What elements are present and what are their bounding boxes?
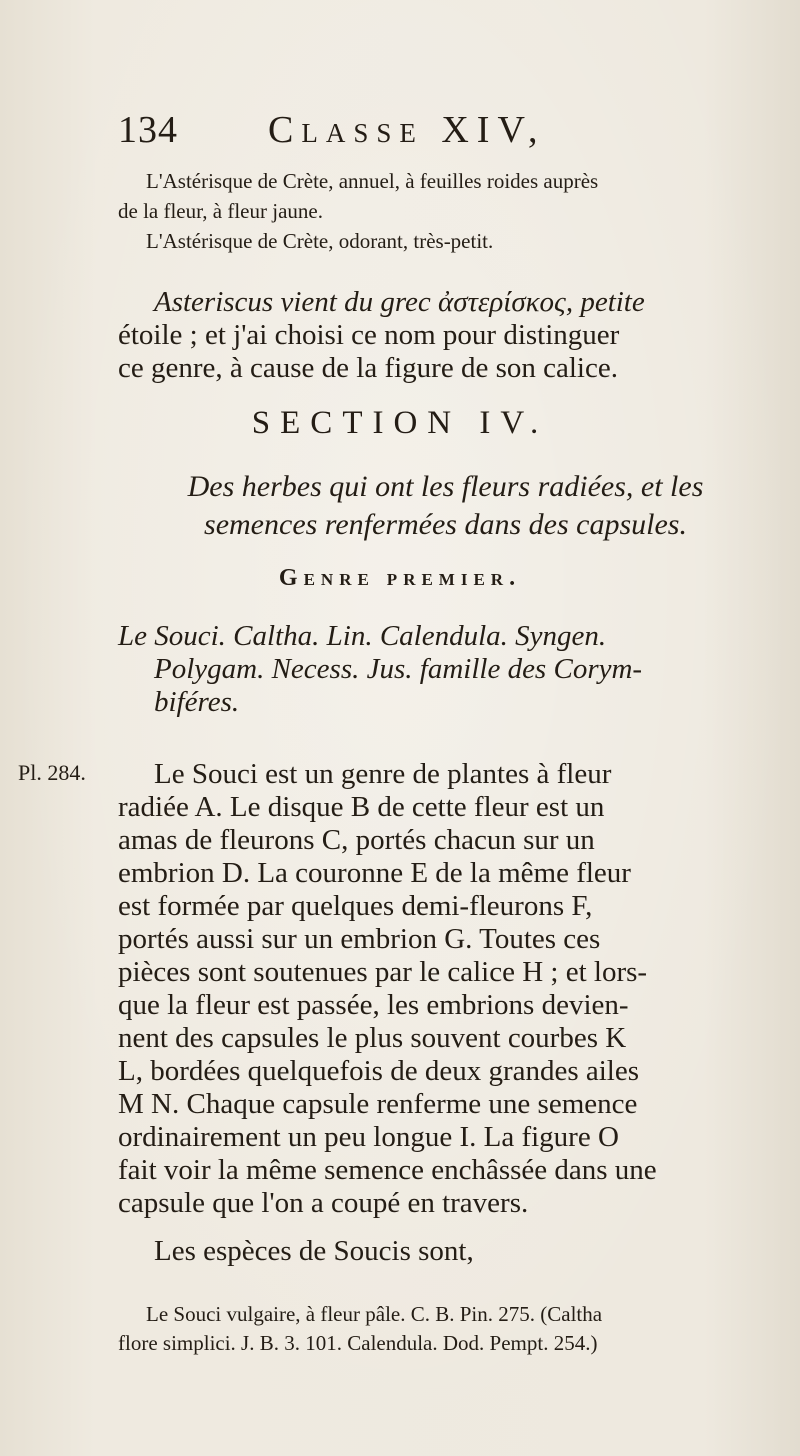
- section-description-line: semences renfermées dans des capsules.: [204, 508, 687, 541]
- section-description-line: Des herbes qui ont les fleurs radiées, et les: [187, 470, 704, 503]
- genus-heading-text: biféres.: [154, 686, 240, 718]
- genus-heading-text: Le Souci. Caltha. Lin. Calendula. Syngen.: [118, 620, 607, 652]
- species-intro: Les espèces de Soucis sont,: [154, 1235, 474, 1267]
- page-header: [118, 108, 638, 158]
- top-note-line: de la fleur, à fleur jaune.: [118, 199, 323, 223]
- description-line: amas de fleurons C, portés chacun sur un: [118, 824, 595, 856]
- species-intro-block: [118, 1235, 773, 1268]
- top-notes: [118, 166, 773, 256]
- etymology-paragraph: [118, 286, 773, 385]
- description-line: pièces sont soutenues par le calice H ; et lors-: [118, 956, 648, 988]
- description-line: fait voir la même semence enchâssée dans une: [118, 1154, 657, 1186]
- description-paragraph: [118, 758, 773, 1220]
- species-line: Le Souci vulgaire, à fleur pâle. C. B. Pin. 275. (Caltha: [146, 1302, 603, 1326]
- etymology-line: [118, 286, 773, 319]
- genus-heading-line: [118, 686, 773, 719]
- genus-heading-text: Polygam. Necess. Jus. famille des Corym-: [154, 653, 643, 685]
- genus-heading-line: [118, 620, 773, 653]
- description-line: embrion D. La couronne E de la même fleur: [118, 857, 631, 889]
- description-line: est formée par quelques demi-fleurons F,: [118, 890, 593, 922]
- description-line: L, bordées quelquefois de deux grandes ailes: [118, 1055, 640, 1087]
- running-head: Classe XIV,: [268, 109, 546, 151]
- description-line: nent des capsules le plus souvent courbes K: [118, 1022, 627, 1054]
- section-title: SECTION IV.: [251, 405, 549, 441]
- genus-heading: [118, 620, 773, 719]
- genre-title: Genre premier.: [278, 565, 522, 591]
- etymology-line-text: Asteriscus vient du grec ἀστερίσκος, petite: [154, 286, 645, 318]
- description-line: ordinairement un peu longue I. La figure O: [118, 1121, 619, 1153]
- genus-heading-line: [118, 653, 773, 686]
- description-line: radiée A. Le disque B de cette fleur est un: [118, 791, 605, 823]
- description-line: que la fleur est passée, les embrions devien-: [118, 989, 629, 1021]
- species-line: flore simplici. J. B. 3. 101. Calendula. Dod. Pempt. 254.): [118, 1331, 598, 1355]
- description-line: capsule que l'on a coupé en travers.: [118, 1187, 529, 1219]
- page-number: 134: [118, 109, 178, 151]
- top-note-line: L'Astérisque de Crète, annuel, à feuilles roides auprès: [146, 169, 599, 193]
- section-description: [118, 468, 773, 544]
- description-line: Le Souci est un genre de plantes à fleur: [154, 758, 612, 790]
- etymology-line: ce genre, à cause de la figure de son calice.: [118, 352, 618, 384]
- description-line: M N. Chaque capsule renferme une semence: [118, 1088, 638, 1120]
- plate-reference: Pl. 284.: [18, 760, 86, 785]
- species-list: [118, 1300, 778, 1358]
- etymology-line: étoile ; et j'ai choisi ce nom pour distinguer: [118, 319, 620, 351]
- top-note-line: L'Astérisque de Crète, odorant, très-petit.: [146, 229, 494, 253]
- description-line: portés aussi sur un embrion G. Toutes ces: [118, 923, 601, 955]
